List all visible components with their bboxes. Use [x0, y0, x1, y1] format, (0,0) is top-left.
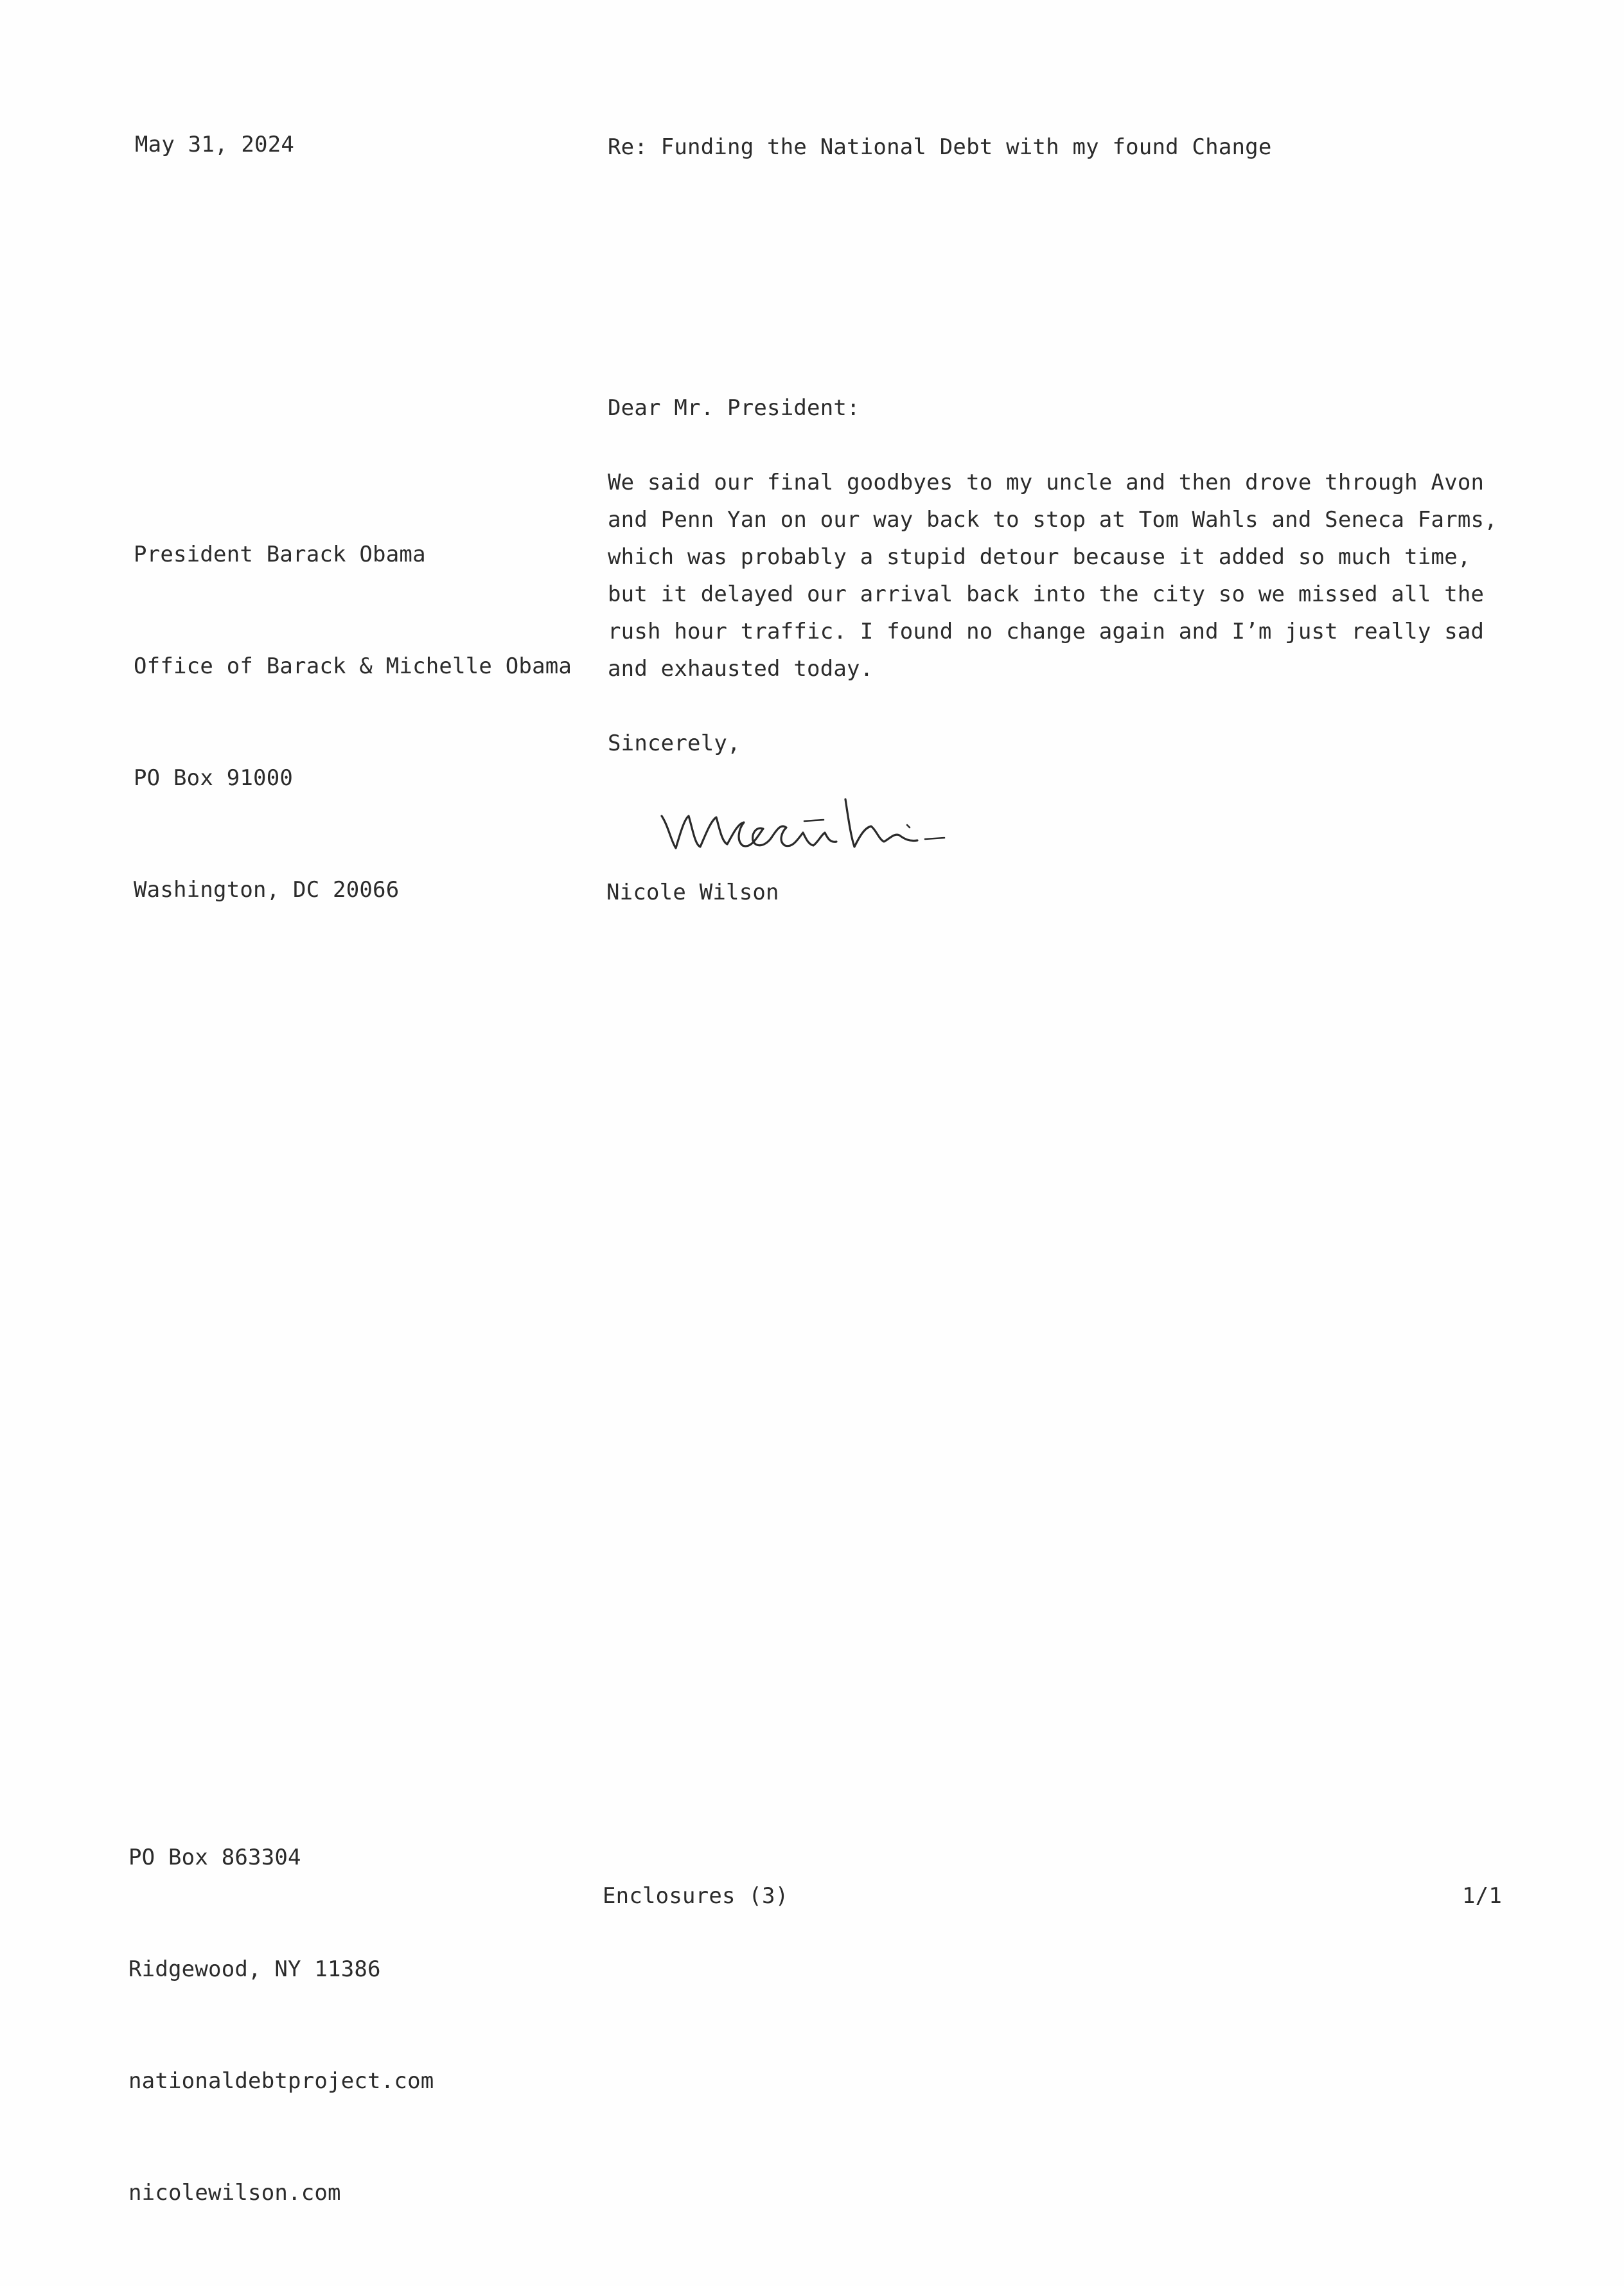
body-line: rush hour traffic. I found no change again and I’m just really sad	[608, 619, 1485, 644]
recipient-address	[134, 461, 572, 983]
return-address-line: nationaldebtproject.com	[128, 2068, 434, 2094]
page-number: 1/1	[1462, 1883, 1503, 1909]
recipient-line: Office of Barack & Michelle Obama	[134, 653, 572, 679]
recipient-line: PO Box 91000	[134, 765, 294, 791]
enclosures-note: Enclosures (3)	[603, 1883, 789, 1909]
signer-name: Nicole Wilson	[606, 880, 779, 905]
body-line: We said our final goodbyes to my uncle and then drove through Avon	[608, 470, 1485, 495]
return-address-line: nicolewilson.com	[128, 2180, 341, 2206]
handwritten-signature	[655, 790, 989, 861]
letter-subject: Re: Funding the National Debt with my found Change	[608, 134, 1272, 160]
return-address	[128, 1764, 434, 2286]
closing: Sincerely,	[608, 731, 741, 756]
return-address-line: Ridgewood, NY 11386	[128, 1956, 381, 1982]
body-line: and Penn Yan on our way back to stop at Tom Wahls and Seneca Farms,	[608, 507, 1497, 533]
body-line: but it delayed our arrival back into the city so we missed all the	[608, 581, 1485, 607]
body-line: and exhausted today.	[608, 656, 874, 682]
recipient-line: President Barack Obama	[134, 542, 426, 567]
salutation: Dear Mr. President:	[608, 395, 860, 421]
return-address-line: PO Box 863304	[128, 1845, 301, 1870]
body-line: which was probably a stupid detour because it added so much time,	[608, 544, 1471, 570]
letter-body	[608, 464, 1497, 687]
letter-date: May 31, 2024	[135, 132, 295, 157]
recipient-line: Washington, DC 20066	[134, 877, 400, 903]
